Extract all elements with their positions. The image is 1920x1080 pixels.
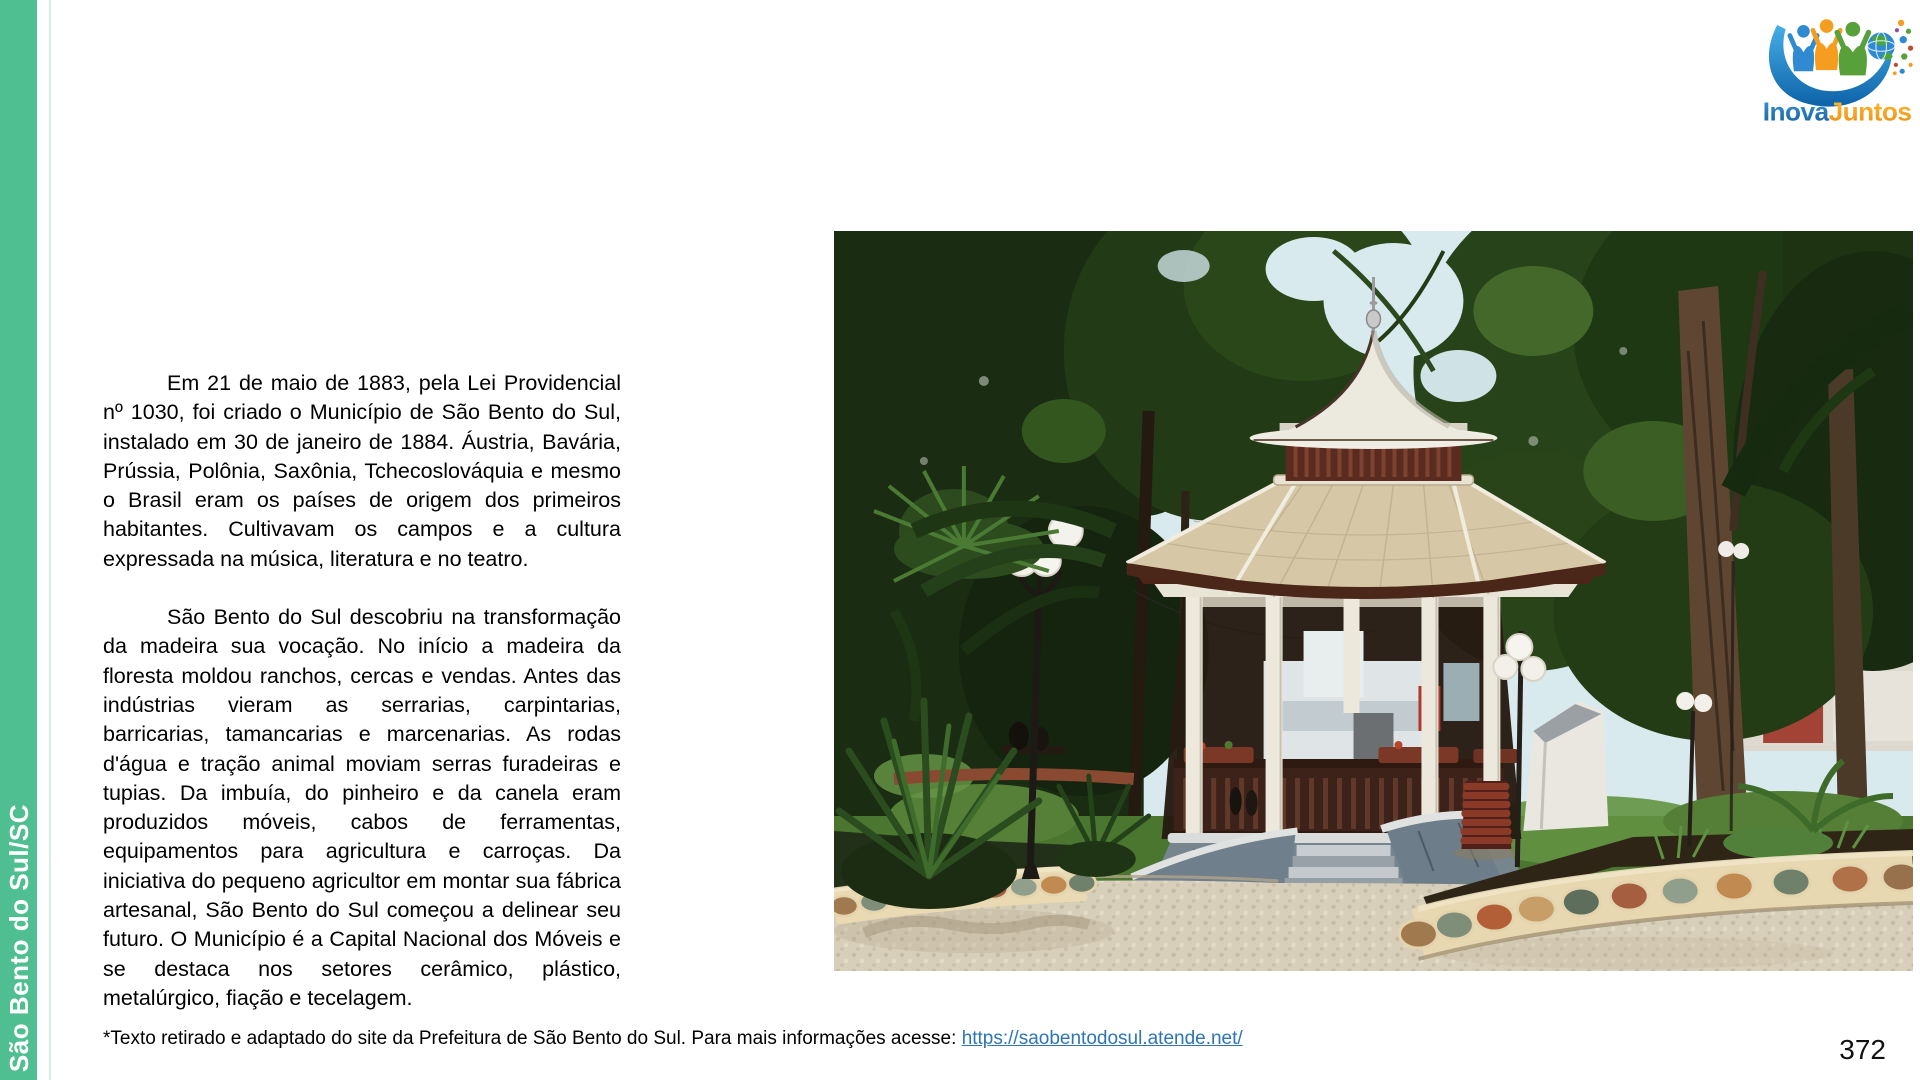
logo-person-orange — [1813, 19, 1840, 70]
inovajuntos-logo-mark — [1751, 4, 1919, 128]
source-link[interactable]: https://saobentodosul.atende.net/ — [961, 1028, 1243, 1049]
logo-dots — [1893, 20, 1913, 75]
source-note-text: *Texto retirado e adaptado do site da Prefeitura de São Bento do Sul. Para mais informações acesse: — [103, 1028, 962, 1049]
paragraph-industry: São Bento do Sul descobriu na transformação da madeira sua vocação. No início a madeira da floresta moldou ranchos, cercas e vendas. Antes das indústrias vieram as serrarias, carpintarias, barricarias, tamancarias e marcenarias. As rodas d'água e tração animal moviam serras furadeiras e tupias. Da imbuía, do pinheiro e da canela eram produzidos móveis, cabos de ferramentas, equipamentos para agricultura e carroças. Da iniciativa do pequeno agricultor em montar sua fábrica artesanal, São Bento do Sul começou a delinear seu futuro. O Município é a Capital Nacional dos Móveis e se destaca nos setores cerâmico, plástico, metalúrgico, fiação e tecelagem. — [103, 605, 621, 1010]
source-note — [103, 1028, 1243, 1050]
inovajuntos-logo — [1751, 4, 1919, 127]
logo-wordmark: InovaJuntos — [1762, 96, 1912, 127]
paragraph-history: Em 21 de maio de 1883, pela Lei Providencial nº 1030, foi criado o Município de São Bento do Sul, instalado em 30 de janeiro de 1884. Áustria, Bavária, Prússia, Polônia, Saxônia, Tchecoslováquia e mesmo o Brasil eram os países de origem dos primeiros habitantes. Cultivavam os campos e a cultura expressada na música, literatura e no teatro. — [103, 371, 621, 571]
page-number: 372 — [1839, 1034, 1886, 1065]
park-photo — [834, 231, 1913, 971]
sidebar-edge-line — [49, 0, 51, 1080]
body-text — [103, 369, 621, 1013]
sidebar-label: São Bento do Sul/SC — [4, 803, 34, 1072]
park-photo-art — [834, 231, 1913, 971]
logo-globe-icon — [1868, 32, 1895, 59]
